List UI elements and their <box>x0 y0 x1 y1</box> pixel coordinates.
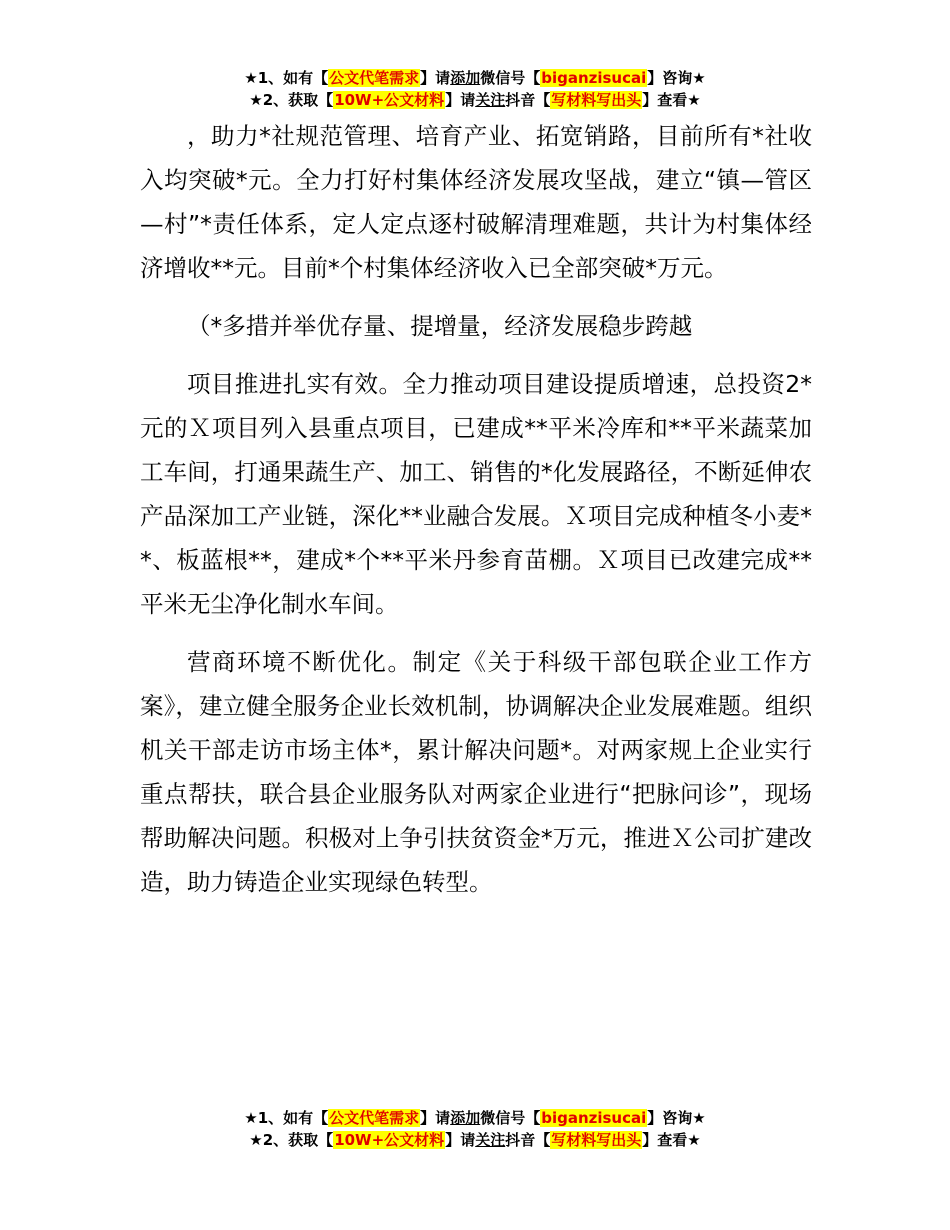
header-banner-line-1 <box>0 67 950 89</box>
banner-text: 抖音【 <box>505 1131 551 1149</box>
banner-highlight: 公文代笔需求 <box>329 1109 420 1127</box>
banner-text: 】请 <box>420 1109 451 1127</box>
banner-highlight: 10W+公文材料 <box>334 1131 445 1149</box>
banner-text: 微信号【 <box>480 69 541 87</box>
banner-text: 】查看★ <box>642 91 701 109</box>
banner-text: 抖音【 <box>505 91 551 109</box>
body-paragraph-3: 营商环境不断优化。制定《关于科级干部包联企业工作方案》，建立健全服务企业长效机制，协调解决企业发展难题。组织机关干部走访市场主体*，累计解决问题*。对两家规上企业实行重点帮扶，联合县企业服务队对两家企业进行“把脉问诊”，现场帮助解决问题。积极对上争引扶贫资金*万元，推进Ｘ公司扩建改造，助力铸造企业实现绿色转型。 <box>140 648 812 896</box>
banner-text: ★2、获取【 <box>249 1131 334 1149</box>
banner-highlight: biganzisucai <box>541 1109 647 1127</box>
banner-underlined-text: 添加 <box>450 69 481 87</box>
banner-text: 微信号【 <box>480 1109 541 1127</box>
banner-highlight: 写材料写出头 <box>551 91 642 109</box>
banner-text: 】咨询★ <box>647 1109 706 1127</box>
banner-text: ★1、如有【 <box>244 69 329 87</box>
footer-banner <box>0 1107 950 1151</box>
section-heading: （*多措并举优存量、提增量，经济发展稳步跨越 <box>187 312 693 340</box>
banner-text: ★2、获取【 <box>249 91 334 109</box>
banner-text: 】请 <box>420 69 451 87</box>
banner-highlight: biganzisucai <box>541 69 647 87</box>
footer-banner-line-1 <box>0 1107 950 1129</box>
footer-banner-line-2 <box>0 1129 950 1151</box>
banner-highlight: 10W+公文材料 <box>334 91 445 109</box>
banner-highlight: 写材料写出头 <box>551 1131 642 1149</box>
banner-highlight: 公文代笔需求 <box>329 69 420 87</box>
banner-underlined-text: 关注 <box>475 1131 506 1149</box>
banner-underlined-text: 关注 <box>475 91 506 109</box>
header-banner <box>0 67 950 111</box>
banner-text: 】请 <box>445 91 476 109</box>
banner-text: ★1、如有【 <box>244 1109 329 1127</box>
banner-text: 】查看★ <box>642 1131 701 1149</box>
body-paragraph-1: ，助力*社规范管理、培育产业、拓宽销路，目前所有*社收入均突破*元。全力打好村集体经济发展攻坚战，建立“镇—管区—村”*责任体系，定人定点逐村破解清理难题，共计为村集体经济增收**元。目前*个村集体经济收入已全部突破*万元。 <box>140 122 812 282</box>
document-body <box>140 114 812 904</box>
banner-underlined-text: 添加 <box>450 1109 481 1127</box>
body-paragraph-2: 项目推进扎实有效。全力推动项目建设提质增速，总投资2*元的Ｘ项目列入县重点项目，已建成**平米冷库和**平米蔬菜加工车间，打通果蔬生产、加工、销售的*化发展路径，不断延伸农产品深加工产业链，深化**业融合发展。Ｘ项目完成种植冬小麦**、板蓝根**，建成*个**平米丹参育苗棚。Ｘ项目已改建完成**平米无尘净化制水车间。 <box>140 370 812 618</box>
banner-text: 】咨询★ <box>647 69 706 87</box>
header-banner-line-2 <box>0 89 950 111</box>
banner-text: 】请 <box>445 1131 476 1149</box>
